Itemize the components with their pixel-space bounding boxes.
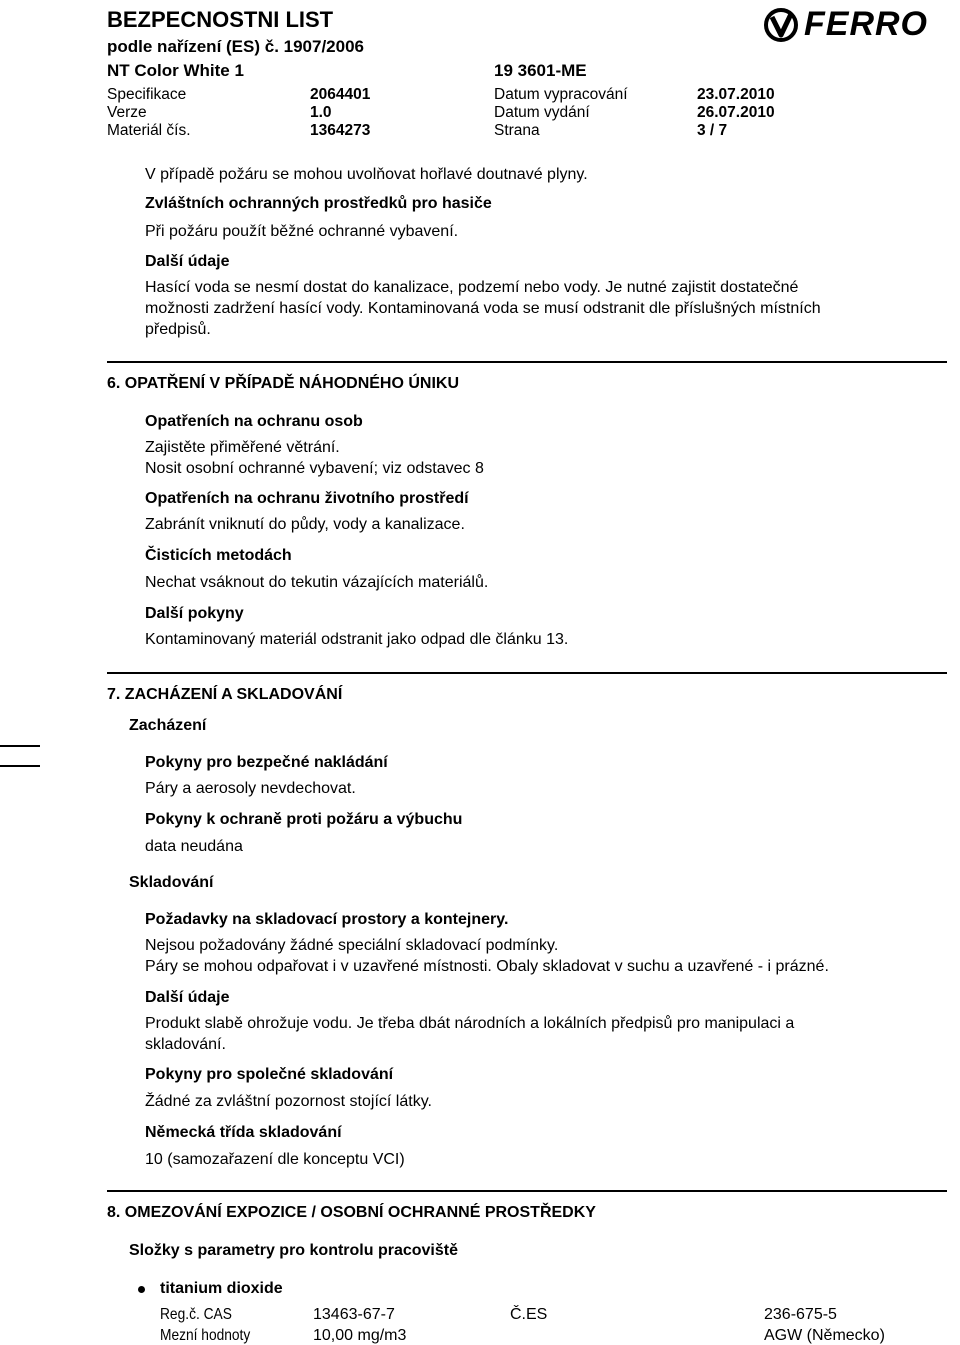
meta-label: Datum vypracování — [494, 86, 628, 103]
table-cell: 236-675-5 — [764, 1306, 837, 1323]
change-marker — [0, 765, 40, 767]
subheading: Německá třída skladování — [145, 1124, 342, 1141]
meta-value: 2064401 — [310, 86, 371, 103]
table-cell: AGW (Německo) — [764, 1327, 885, 1344]
subheading: Další pokyny — [145, 605, 244, 622]
paragraph: Zajistěte přiměřené větrání. — [145, 439, 340, 456]
meta-label: Datum vydání — [494, 104, 590, 121]
paragraph: V případě požáru se mohou uvolňovat hořlavé doutnavé plyny. — [145, 166, 588, 183]
meta-label: Verze — [107, 104, 147, 121]
regulation-subtitle: podle nařízení (ES) č. 1907/2006 — [107, 37, 365, 56]
paragraph: Zabránít vniknutí do půdy, vody a kanalizace. — [145, 516, 465, 533]
meta-value: 23.07.2010 — [697, 86, 775, 103]
table-cell: 13463-67-7 — [313, 1306, 395, 1323]
paragraph: předpisů. — [145, 321, 211, 338]
subheading: Pokyny k ochraně proti požáru a výbuchu — [145, 811, 463, 828]
document-title: BEZPECNOSTNI LIST — [107, 7, 334, 32]
paragraph: Páry se mohou odpařovat i v uzavřené místnosti. Obaly skladovat v suchu a uzavřené - i prázné. — [145, 958, 829, 975]
substance-name: titanium dioxide — [160, 1280, 283, 1297]
section-title: 8. OMEZOVÁNÍ EXPOZICE / OSOBNÍ OCHRANNÉ PROSTŘEDKY — [107, 1204, 596, 1221]
paragraph: Hasící voda se nesmí dostat do kanalizace, podzemí nebo vody. Je nutné zajistit dostatečné — [145, 279, 799, 296]
meta-label: Strana — [494, 122, 540, 139]
section-title: 6. OPATŘENÍ V PŘÍPADĚ NÁHODNÉHO ÚNIKU — [107, 375, 460, 392]
change-marker — [0, 745, 40, 747]
subheading: Pokyny pro bezpečné nakládání — [145, 754, 388, 771]
paragraph: 10 (samozařazení dle konceptu VCI) — [145, 1151, 405, 1168]
section-divider — [107, 361, 947, 363]
subheading: Opatřeních na ochranu životního prostředí — [145, 490, 469, 507]
meta-value: 1364273 — [310, 122, 371, 139]
paragraph: Nechat vsáknout do tekutin vázajících materiálů. — [145, 574, 489, 591]
table-cell: Mezní hodnoty — [160, 1327, 251, 1344]
subheading: Složky s parametry pro kontrolu pracoviště — [129, 1242, 458, 1259]
table-cell: Reg.č. CAS — [160, 1306, 232, 1323]
subheading: Zvláštních ochranných prostředků pro hasiče — [145, 195, 492, 212]
subheading: Další údaje — [145, 989, 230, 1006]
bullet-icon — [138, 1286, 145, 1293]
ferro-logo — [762, 5, 947, 45]
subheading: Zacházení — [129, 717, 207, 734]
paragraph: Páry a aerosoly nevdechovat. — [145, 780, 356, 797]
section-divider — [107, 672, 947, 674]
subheading: Pokyny pro společné skladování — [145, 1066, 394, 1083]
paragraph: data neudána — [145, 838, 243, 855]
meta-value: 1.0 — [310, 104, 332, 121]
subheading: Čisticích metodách — [145, 547, 292, 564]
table-cell: Č.ES — [510, 1306, 548, 1323]
section-title: 7. ZACHÁZENÍ A SKLADOVÁNÍ — [107, 686, 343, 703]
product-code: 19 3601-ME — [494, 61, 587, 80]
meta-value: 26.07.2010 — [697, 104, 775, 121]
paragraph: možnosti zadržení hasící vody. Kontaminovaná voda se musí odstranit dle příslušných místních — [145, 300, 821, 317]
product-name: NT Color White 1 — [107, 61, 244, 80]
subheading: Další údaje — [145, 253, 230, 270]
subheading: Opatřeních na ochranu osob — [145, 413, 363, 430]
subheading: Skladování — [129, 874, 214, 891]
section-divider — [107, 1190, 947, 1192]
paragraph: Při požáru použít běžné ochranné vybavení. — [145, 223, 459, 240]
paragraph: Nosit osobní ochranné vybavení; viz odstavec 8 — [145, 460, 484, 477]
paragraph: Kontaminovaný materiál odstranit jako odpad dle článku 13. — [145, 631, 569, 648]
meta-value: 3 / 7 — [697, 122, 728, 139]
paragraph: Žádné za zvláštní pozornost stojící látky. — [145, 1093, 432, 1110]
logo-text: FERRO — [804, 5, 928, 43]
paragraph: skladování. — [145, 1036, 226, 1053]
meta-label: Specifikace — [107, 86, 187, 103]
subheading: Požadavky na skladovací prostory a kontejnery. — [145, 911, 509, 928]
table-cell: 10,00 mg/m3 — [313, 1327, 407, 1344]
paragraph: Nejsou požadovány žádné speciální skladovací podmínky. — [145, 937, 559, 954]
paragraph: Produkt slabě ohrožuje vodu. Je třeba dbát národních a lokálních předpisů pro manipulaci a — [145, 1015, 795, 1032]
meta-label: Materiál čís. — [107, 122, 191, 139]
